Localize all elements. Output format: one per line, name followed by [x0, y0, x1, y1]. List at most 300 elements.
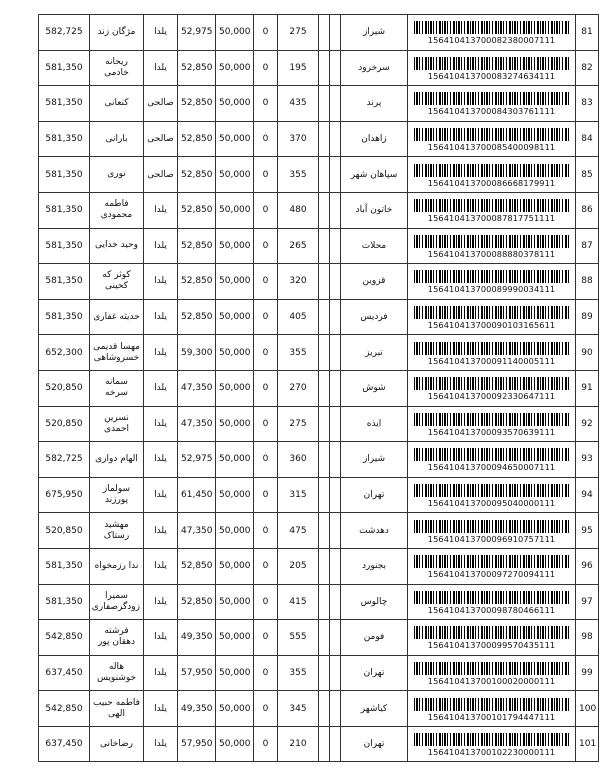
- table-row: [39, 584, 599, 620]
- fee-cell: 50,000: [216, 264, 254, 300]
- empty-cell: [319, 548, 330, 584]
- barcode-cell: [408, 726, 576, 762]
- amount-cell: 52,850: [178, 50, 216, 86]
- zero-cell: 0: [254, 655, 278, 691]
- fee-cell: 50,000: [216, 655, 254, 691]
- destination-city-cell: سرخرود: [341, 50, 408, 86]
- table-row: [39, 121, 599, 157]
- empty-cell: [319, 157, 330, 193]
- fee-cell: 50,000: [216, 548, 254, 584]
- total-cell: 581,350: [39, 86, 90, 122]
- table-row: [39, 370, 599, 406]
- recipient-name-cell: فاطمه محمودی: [90, 192, 144, 228]
- destination-city-cell: پرند: [341, 86, 408, 122]
- barcode-cell: [408, 228, 576, 264]
- recipient-name-cell: الهام دواری: [90, 442, 144, 478]
- fee-cell: 50,000: [216, 121, 254, 157]
- barcode-graphic: [414, 57, 570, 70]
- empty-cell: [319, 299, 330, 335]
- weight-cell: 475: [278, 513, 319, 549]
- tracking-code: 156410413700092330647111: [427, 391, 556, 402]
- zero-cell: 0: [254, 192, 278, 228]
- barcode-cell: [408, 192, 576, 228]
- recipient-name-cell: رضاخانی: [90, 726, 144, 762]
- total-cell: 581,350: [39, 192, 90, 228]
- service-type-cell: یلدا: [144, 370, 178, 406]
- fee-cell: 50,000: [216, 370, 254, 406]
- recipient-name-cell: سمیرا زودگرصفاری: [90, 584, 144, 620]
- barcode-cell: [408, 15, 576, 51]
- fee-cell: 50,000: [216, 691, 254, 727]
- empty-cell: [319, 121, 330, 157]
- tracking-code: 156410413700087817751111: [427, 213, 556, 224]
- recipient-name-cell: ندا رزمخواه: [90, 548, 144, 584]
- fee-cell: 50,000: [216, 335, 254, 371]
- amount-cell: 52,850: [178, 264, 216, 300]
- table-row: [39, 477, 599, 513]
- recipient-name-cell: وحید خدایی: [90, 228, 144, 264]
- destination-city-cell: شوش: [341, 370, 408, 406]
- empty-cell: [330, 513, 341, 549]
- row-number-cell: 96: [576, 548, 599, 584]
- amount-cell: 47,350: [178, 406, 216, 442]
- barcode-cell: [408, 477, 576, 513]
- service-type-cell: یلدا: [144, 691, 178, 727]
- weight-cell: 275: [278, 406, 319, 442]
- destination-city-cell: بجنورد: [341, 548, 408, 584]
- barcode-cell: [408, 442, 576, 478]
- barcode-graphic: [414, 591, 570, 604]
- barcode-graphic: [414, 484, 570, 497]
- row-number-cell: 91: [576, 370, 599, 406]
- fee-cell: 50,000: [216, 442, 254, 478]
- destination-city-cell: چالوس: [341, 584, 408, 620]
- barcode-cell: [408, 50, 576, 86]
- empty-cell: [330, 228, 341, 264]
- empty-cell: [319, 228, 330, 264]
- tracking-code: 156410413700094650007111: [427, 462, 556, 473]
- recipient-name-cell: هاله خوشنویس: [90, 655, 144, 691]
- fee-cell: 50,000: [216, 15, 254, 51]
- recipient-name-cell: سمانه سرخه: [90, 370, 144, 406]
- fee-cell: 50,000: [216, 86, 254, 122]
- service-type-cell: یلدا: [144, 620, 178, 656]
- barcode-graphic: [414, 270, 570, 283]
- recipient-name-cell: مهشید رستاک: [90, 513, 144, 549]
- empty-cell: [319, 655, 330, 691]
- barcode-graphic: [414, 377, 570, 390]
- barcode-cell: [408, 584, 576, 620]
- amount-cell: 52,975: [178, 442, 216, 478]
- row-number-cell: 83: [576, 86, 599, 122]
- service-type-cell: یلدا: [144, 406, 178, 442]
- tracking-code: 156410413700091140005111: [427, 355, 556, 366]
- service-type-cell: صالحی: [144, 121, 178, 157]
- weight-cell: 355: [278, 655, 319, 691]
- empty-cell: [330, 548, 341, 584]
- tracking-code: 156410413700102230000111: [427, 747, 556, 758]
- weight-cell: 210: [278, 726, 319, 762]
- amount-cell: 52,975: [178, 15, 216, 51]
- empty-cell: [319, 406, 330, 442]
- row-number-cell: 88: [576, 264, 599, 300]
- barcode-graphic: [414, 164, 570, 177]
- empty-cell: [330, 726, 341, 762]
- row-number-cell: 95: [576, 513, 599, 549]
- zero-cell: 0: [254, 513, 278, 549]
- zero-cell: 0: [254, 406, 278, 442]
- destination-city-cell: تهران: [341, 477, 408, 513]
- destination-city-cell: شیراز: [341, 15, 408, 51]
- empty-cell: [330, 370, 341, 406]
- empty-cell: [330, 584, 341, 620]
- row-number-cell: 87: [576, 228, 599, 264]
- row-number-cell: 100: [576, 691, 599, 727]
- service-type-cell: یلدا: [144, 477, 178, 513]
- barcode-graphic: [414, 413, 570, 426]
- destination-city-cell: شیراز: [341, 442, 408, 478]
- amount-cell: 61,450: [178, 477, 216, 513]
- total-cell: 637,450: [39, 655, 90, 691]
- destination-city-cell: زاهدان: [341, 121, 408, 157]
- weight-cell: 270: [278, 370, 319, 406]
- zero-cell: 0: [254, 86, 278, 122]
- amount-cell: 47,350: [178, 513, 216, 549]
- barcode-graphic: [414, 92, 570, 105]
- empty-cell: [330, 406, 341, 442]
- barcode-cell: [408, 691, 576, 727]
- tracking-code: 156410413700084303761111: [427, 106, 556, 117]
- weight-cell: 370: [278, 121, 319, 157]
- empty-cell: [319, 264, 330, 300]
- service-type-cell: یلدا: [144, 584, 178, 620]
- total-cell: 581,350: [39, 228, 90, 264]
- recipient-name-cell: فرشته دهقان پور: [90, 620, 144, 656]
- empty-cell: [330, 15, 341, 51]
- empty-cell: [330, 299, 341, 335]
- empty-cell: [319, 584, 330, 620]
- zero-cell: 0: [254, 442, 278, 478]
- recipient-name-cell: مژگان زند: [90, 15, 144, 51]
- table-row: [39, 299, 599, 335]
- tracking-code: 156410413700095040000111: [427, 498, 556, 509]
- barcode-cell: [408, 157, 576, 193]
- recipient-name-cell: مهسا قدیمی خسروشاهی: [90, 335, 144, 371]
- destination-city-cell: خاتون آباد: [341, 192, 408, 228]
- row-number-cell: 86: [576, 192, 599, 228]
- barcode-cell: [408, 299, 576, 335]
- zero-cell: 0: [254, 620, 278, 656]
- tracking-code: 156410413700082380007111: [427, 35, 556, 46]
- tracking-code: 156410413700099570435111: [427, 640, 556, 651]
- weight-cell: 355: [278, 335, 319, 371]
- destination-city-cell: دهدشت: [341, 513, 408, 549]
- amount-cell: 52,850: [178, 228, 216, 264]
- total-cell: 581,350: [39, 548, 90, 584]
- service-type-cell: یلدا: [144, 513, 178, 549]
- service-type-cell: یلدا: [144, 726, 178, 762]
- table-row: [39, 335, 599, 371]
- row-number-cell: 101: [576, 726, 599, 762]
- empty-cell: [330, 655, 341, 691]
- zero-cell: 0: [254, 691, 278, 727]
- destination-city-cell: محلات: [341, 228, 408, 264]
- zero-cell: 0: [254, 335, 278, 371]
- table-row: [39, 548, 599, 584]
- weight-cell: 405: [278, 299, 319, 335]
- fee-cell: 50,000: [216, 726, 254, 762]
- barcode-cell: [408, 121, 576, 157]
- empty-cell: [319, 50, 330, 86]
- empty-cell: [319, 370, 330, 406]
- destination-city-cell: تهران: [341, 655, 408, 691]
- total-cell: 581,350: [39, 50, 90, 86]
- zero-cell: 0: [254, 264, 278, 300]
- row-number-cell: 81: [576, 15, 599, 51]
- barcode-graphic: [414, 199, 570, 212]
- recipient-name-cell: حدیثه غفاری: [90, 299, 144, 335]
- service-type-cell: یلدا: [144, 228, 178, 264]
- shipment-table: [38, 14, 599, 762]
- weight-cell: 360: [278, 442, 319, 478]
- service-type-cell: یلدا: [144, 548, 178, 584]
- barcode-graphic: [414, 448, 570, 461]
- row-number-cell: 98: [576, 620, 599, 656]
- tracking-code: 156410413700088880378111: [427, 248, 556, 259]
- empty-cell: [319, 691, 330, 727]
- service-type-cell: یلدا: [144, 442, 178, 478]
- destination-city-cell: تبریز: [341, 335, 408, 371]
- total-cell: 581,350: [39, 264, 90, 300]
- total-cell: 520,850: [39, 370, 90, 406]
- empty-cell: [330, 442, 341, 478]
- service-type-cell: یلدا: [144, 15, 178, 51]
- amount-cell: 52,850: [178, 121, 216, 157]
- table-row: [39, 406, 599, 442]
- barcode-graphic: [414, 342, 570, 355]
- service-type-cell: یلدا: [144, 299, 178, 335]
- weight-cell: 355: [278, 157, 319, 193]
- destination-city-cell: ایذه: [341, 406, 408, 442]
- empty-cell: [319, 192, 330, 228]
- fee-cell: 50,000: [216, 299, 254, 335]
- table-row: [39, 513, 599, 549]
- total-cell: 675,950: [39, 477, 90, 513]
- table-row: [39, 691, 599, 727]
- barcode-graphic: [414, 128, 570, 141]
- destination-city-cell: سپاهان شهر: [341, 157, 408, 193]
- service-type-cell: یلدا: [144, 335, 178, 371]
- table-row: [39, 264, 599, 300]
- amount-cell: 52,850: [178, 86, 216, 122]
- fee-cell: 50,000: [216, 50, 254, 86]
- row-number-cell: 90: [576, 335, 599, 371]
- empty-cell: [330, 86, 341, 122]
- weight-cell: 555: [278, 620, 319, 656]
- destination-city-cell: فردیس: [341, 299, 408, 335]
- barcode-graphic: [414, 555, 570, 568]
- barcode-cell: [408, 370, 576, 406]
- table-body: [39, 15, 599, 762]
- weight-cell: 275: [278, 15, 319, 51]
- tracking-code: 156410413700090103165611: [427, 320, 556, 331]
- weight-cell: 315: [278, 477, 319, 513]
- tracking-code: 156410413700085400098111: [427, 142, 556, 153]
- empty-cell: [319, 620, 330, 656]
- empty-cell: [330, 620, 341, 656]
- fee-cell: 50,000: [216, 406, 254, 442]
- destination-city-cell: تهران: [341, 726, 408, 762]
- tracking-code: 156410413700093570639111: [427, 426, 556, 437]
- zero-cell: 0: [254, 15, 278, 51]
- zero-cell: 0: [254, 157, 278, 193]
- barcode-cell: [408, 335, 576, 371]
- amount-cell: 52,850: [178, 299, 216, 335]
- amount-cell: 52,850: [178, 584, 216, 620]
- weight-cell: 480: [278, 192, 319, 228]
- empty-cell: [330, 192, 341, 228]
- barcode-cell: [408, 406, 576, 442]
- empty-cell: [330, 50, 341, 86]
- recipient-name-cell: نوری: [90, 157, 144, 193]
- barcode-graphic: [414, 306, 570, 319]
- weight-cell: 195: [278, 50, 319, 86]
- table-row: [39, 86, 599, 122]
- barcode-cell: [408, 264, 576, 300]
- weight-cell: 415: [278, 584, 319, 620]
- barcode-graphic: [414, 698, 570, 711]
- tracking-code: 156410413700097270094111: [427, 569, 556, 580]
- weight-cell: 265: [278, 228, 319, 264]
- zero-cell: 0: [254, 548, 278, 584]
- fee-cell: 50,000: [216, 513, 254, 549]
- total-cell: 542,850: [39, 691, 90, 727]
- amount-cell: 47,350: [178, 370, 216, 406]
- empty-cell: [319, 726, 330, 762]
- fee-cell: 50,000: [216, 584, 254, 620]
- amount-cell: 52,850: [178, 157, 216, 193]
- amount-cell: 52,850: [178, 548, 216, 584]
- fee-cell: 50,000: [216, 477, 254, 513]
- weight-cell: 435: [278, 86, 319, 122]
- destination-city-cell: قزوین: [341, 264, 408, 300]
- zero-cell: 0: [254, 299, 278, 335]
- tracking-code: 156410413700101794447111: [427, 711, 556, 722]
- empty-cell: [319, 86, 330, 122]
- row-number-cell: 99: [576, 655, 599, 691]
- row-number-cell: 89: [576, 299, 599, 335]
- row-number-cell: 82: [576, 50, 599, 86]
- empty-cell: [330, 121, 341, 157]
- barcode-graphic: [414, 21, 570, 34]
- total-cell: 652,300: [39, 335, 90, 371]
- tracking-code: 156410413700089990034111: [427, 284, 556, 295]
- barcode-cell: [408, 620, 576, 656]
- recipient-name-cell: بارانی: [90, 121, 144, 157]
- row-number-cell: 85: [576, 157, 599, 193]
- barcode-cell: [408, 548, 576, 584]
- recipient-name-cell: فاطمه حبیب الهی: [90, 691, 144, 727]
- amount-cell: 49,350: [178, 620, 216, 656]
- service-type-cell: یلدا: [144, 50, 178, 86]
- total-cell: 542,850: [39, 620, 90, 656]
- total-cell: 637,450: [39, 726, 90, 762]
- service-type-cell: یلدا: [144, 264, 178, 300]
- zero-cell: 0: [254, 121, 278, 157]
- total-cell: 520,850: [39, 513, 90, 549]
- tracking-code: 156410413700098780466111: [427, 604, 556, 615]
- destination-city-cell: کیاشهر: [341, 691, 408, 727]
- barcode-graphic: [414, 520, 570, 533]
- empty-cell: [319, 513, 330, 549]
- amount-cell: 52,850: [178, 192, 216, 228]
- empty-cell: [330, 477, 341, 513]
- total-cell: 581,350: [39, 121, 90, 157]
- empty-cell: [330, 691, 341, 727]
- amount-cell: 59,300: [178, 335, 216, 371]
- total-cell: 582,725: [39, 15, 90, 51]
- empty-cell: [319, 442, 330, 478]
- zero-cell: 0: [254, 584, 278, 620]
- table-row: [39, 726, 599, 762]
- tracking-code: 156410413700096910757111: [427, 533, 556, 544]
- row-number-cell: 97: [576, 584, 599, 620]
- recipient-name-cell: ریحانه خادمی: [90, 50, 144, 86]
- table-row: [39, 620, 599, 656]
- amount-cell: 57,950: [178, 726, 216, 762]
- empty-cell: [319, 335, 330, 371]
- table-row: [39, 50, 599, 86]
- weight-cell: 320: [278, 264, 319, 300]
- row-number-cell: 94: [576, 477, 599, 513]
- recipient-name-cell: کنعانی: [90, 86, 144, 122]
- table-row: [39, 228, 599, 264]
- recipient-name-cell: سولماز پورزند: [90, 477, 144, 513]
- row-number-cell: 93: [576, 442, 599, 478]
- fee-cell: 50,000: [216, 620, 254, 656]
- shipment-sheet: [38, 14, 597, 762]
- empty-cell: [319, 477, 330, 513]
- zero-cell: 0: [254, 370, 278, 406]
- row-number-cell: 92: [576, 406, 599, 442]
- service-type-cell: صالحی: [144, 157, 178, 193]
- fee-cell: 50,000: [216, 192, 254, 228]
- total-cell: 581,350: [39, 299, 90, 335]
- zero-cell: 0: [254, 477, 278, 513]
- empty-cell: [319, 15, 330, 51]
- table-row: [39, 442, 599, 478]
- zero-cell: 0: [254, 228, 278, 264]
- barcode-graphic: [414, 733, 570, 746]
- tracking-code: 156410413700086668179911: [427, 177, 556, 188]
- recipient-name-cell: نسرین احمدی: [90, 406, 144, 442]
- barcode-cell: [408, 513, 576, 549]
- zero-cell: 0: [254, 726, 278, 762]
- barcode-cell: [408, 86, 576, 122]
- barcode-graphic: [414, 235, 570, 248]
- barcode-graphic: [414, 662, 570, 675]
- table-row: [39, 655, 599, 691]
- destination-city-cell: فومن: [341, 620, 408, 656]
- fee-cell: 50,000: [216, 157, 254, 193]
- service-type-cell: یلدا: [144, 192, 178, 228]
- weight-cell: 345: [278, 691, 319, 727]
- total-cell: 581,350: [39, 157, 90, 193]
- empty-cell: [330, 157, 341, 193]
- table-row: [39, 192, 599, 228]
- barcode-graphic: [414, 626, 570, 639]
- tracking-code: 156410413700100020000111: [427, 675, 556, 686]
